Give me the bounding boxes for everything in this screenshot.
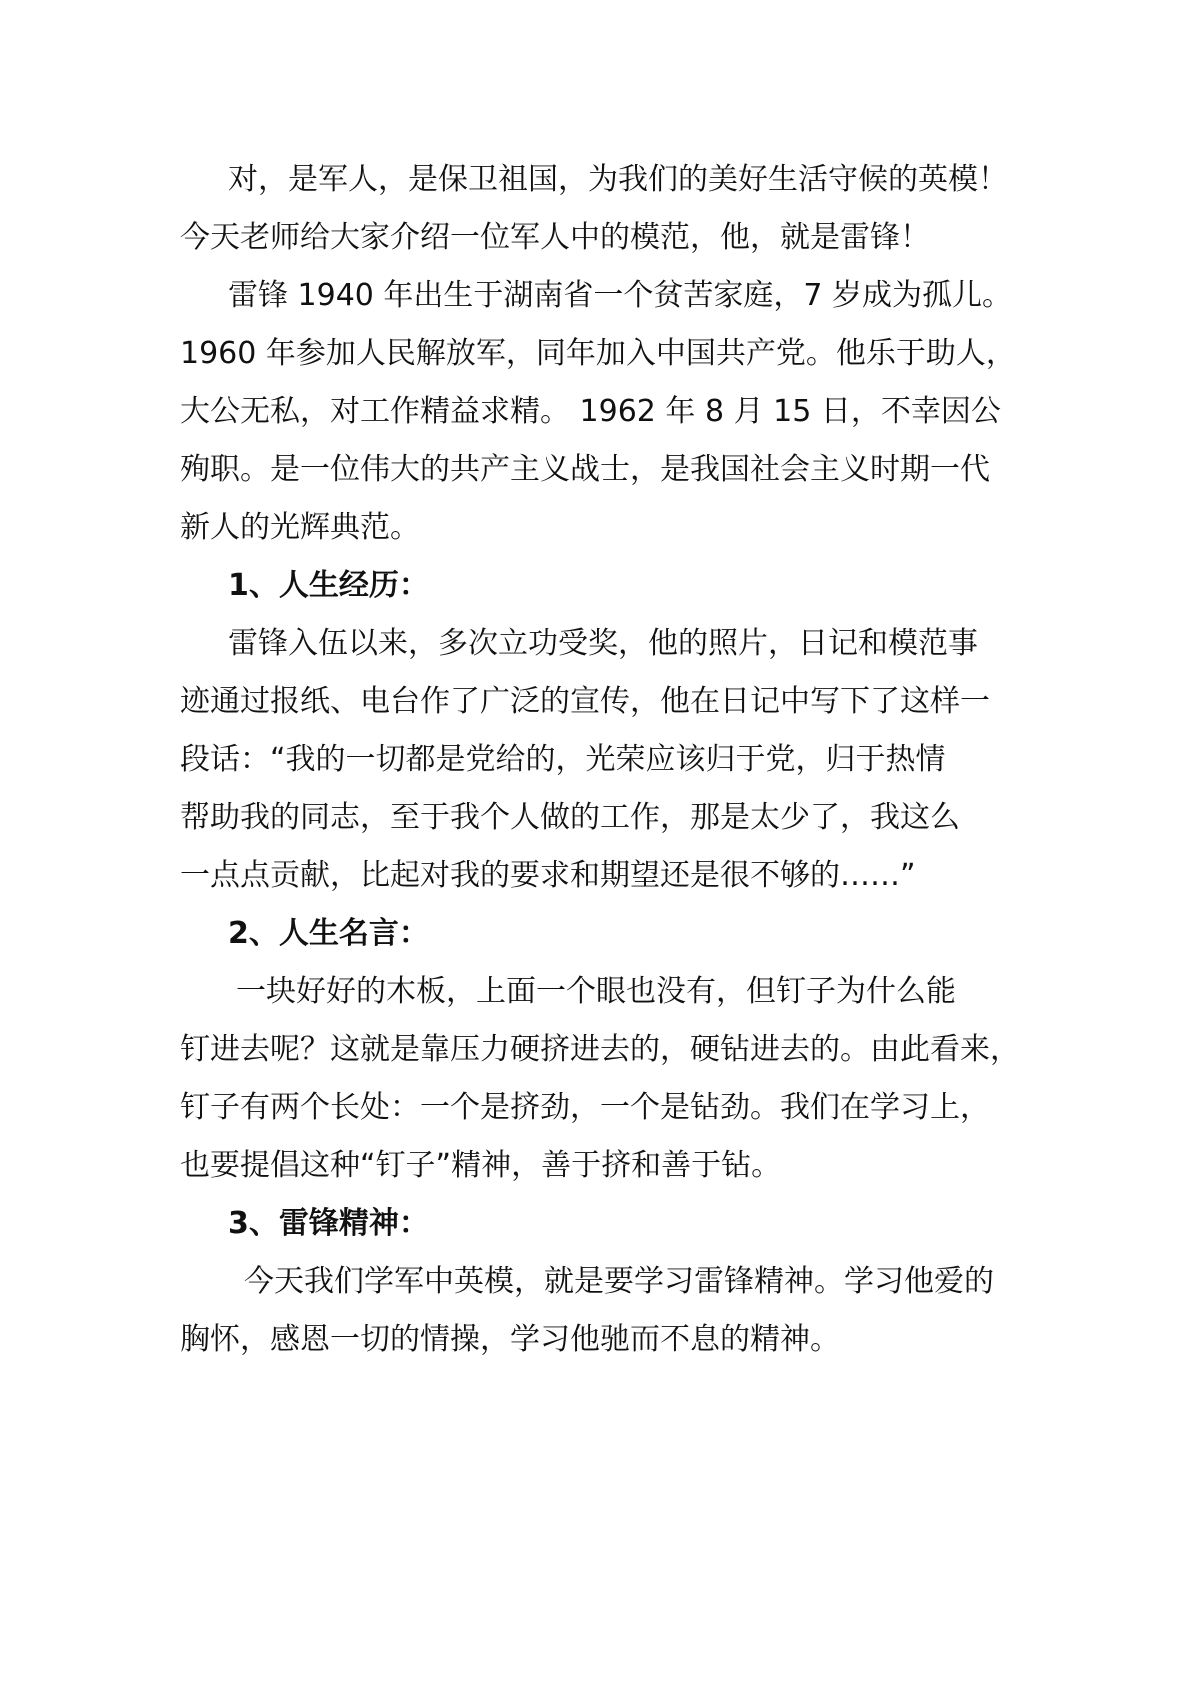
paragraph-quote-line-4: 也要提倡这种“钉子”精神，善于挤和善于钻。: [180, 1148, 782, 1183]
paragraph-experience-line-5: 一点点贡献，比起对我的要求和期望还是很不够的……”: [180, 858, 916, 893]
paragraph-bio-line-4: 殉职。是一位伟大的共产主义战士，是我国社会主义时期一代: [180, 452, 990, 487]
paragraph-experience-line-4: 帮助我的同志，至于我个人做的工作，那是太少了，我这么: [180, 800, 960, 835]
section-heading-life-experience: 1、人生经历：: [228, 568, 429, 603]
section-heading-leifeng-spirit: 3、雷锋精神：: [228, 1206, 429, 1241]
paragraph-spirit-line-1: 今天我们学军中英模，就是要学习雷锋精神。学习他爱的: [244, 1264, 994, 1299]
paragraph-experience-line-2: 迹通过报纸、电台作了广泛的宣传，他在日记中写下了这样一: [180, 684, 990, 719]
paragraph-bio-line-1: 雷锋 1940 年出生于湖南省一个贫苦家庭，7 岁成为孤儿。: [228, 278, 1013, 313]
section-heading-quotes: 2、人生名言：: [228, 916, 429, 951]
paragraph-quote-line-2: 钉进去呢？这就是靠压力硬挤进去的，硬钻进去的。由此看来，: [180, 1032, 1020, 1067]
paragraph-bio-line-3: 大公无私，对工作精益求精。 1962 年 8 月 15 日，不幸因公: [180, 394, 1001, 429]
paragraph-experience-line-3: 段话：“我的一切都是党给的，光荣应该归于党，归于热情: [180, 742, 946, 777]
paragraph-bio-line-5: 新人的光辉典范。: [180, 510, 420, 545]
paragraph-quote-line-1: 一块好好的木板，上面一个眼也没有，但钉子为什么能: [236, 974, 956, 1009]
paragraph-quote-line-3: 钉子有两个长处：一个是挤劲，一个是钻劲。我们在学习上，: [180, 1090, 990, 1125]
paragraph-spirit-line-2: 胸怀，感恩一切的情操，学习他驰而不息的精神。: [180, 1322, 840, 1357]
paragraph-experience-line-1: 雷锋入伍以来，多次立功受奖，他的照片，日记和模范事: [228, 626, 978, 661]
paragraph-intro-line-1: 对，是军人，是保卫祖国，为我们的美好生活守候的英模！: [228, 162, 1008, 197]
paragraph-bio-line-2: 1960 年参加人民解放军，同年加入中国共产党。他乐于助人，: [180, 336, 1016, 371]
paragraph-intro-line-2: 今天老师给大家介绍一位军人中的模范，他，就是雷锋！: [180, 220, 930, 255]
